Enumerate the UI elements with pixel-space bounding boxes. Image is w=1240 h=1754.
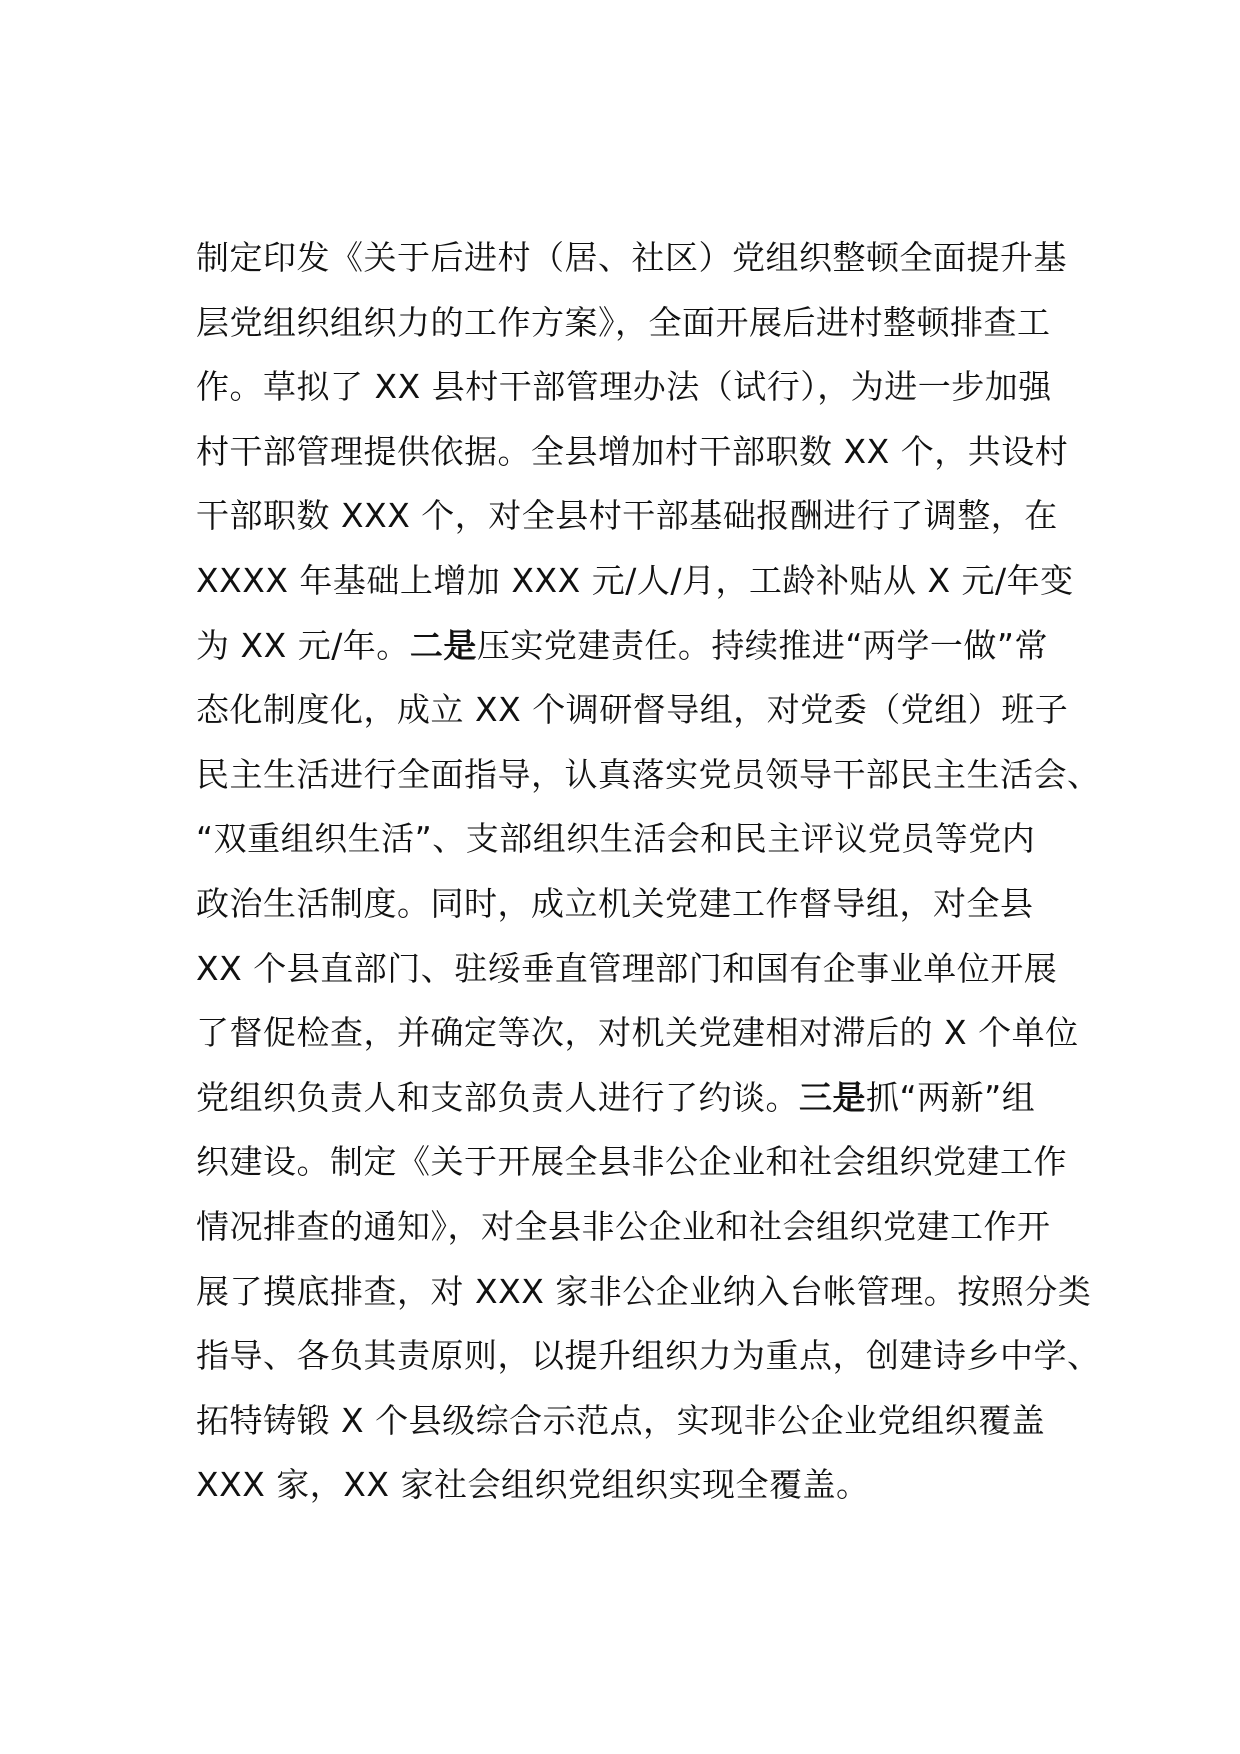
text-line bbox=[196, 1324, 1116, 1389]
text-run: 制定印发《关于后进村（居、社区）党组织整顿全面提升基 bbox=[196, 238, 1067, 277]
text-line bbox=[196, 614, 1116, 679]
text-run: 指导、各负其责原则，以提升组织力为重点，创建诗乡中学、 bbox=[196, 1336, 1101, 1376]
text-line bbox=[196, 807, 1116, 872]
text-line bbox=[196, 872, 1116, 937]
text-run: 层党组织组织力的工作方案》，全面开展后进村整顿排查工 bbox=[196, 302, 1051, 342]
text-run: 干部职数 XXX 个，对全县村干部基础报酬进行了调整，在 bbox=[196, 496, 1058, 536]
text-run: 了督促检查，并确定等次，对机关党建相对滞后的 X 个单位 bbox=[196, 1013, 1079, 1053]
text-line bbox=[196, 1130, 1116, 1195]
text-line bbox=[196, 937, 1116, 1002]
text-line bbox=[196, 549, 1116, 614]
text-line bbox=[196, 226, 1116, 291]
emphasis-label: 三是 bbox=[799, 1077, 866, 1117]
text-run: 态化制度化，成立 XX 个调研督导组，对党委（党组）班子 bbox=[196, 690, 1069, 730]
text-run: 民主生活进行全面指导，认真落实党员领导干部民主生活会、 bbox=[196, 754, 1101, 794]
text-line bbox=[196, 1389, 1116, 1454]
text-line bbox=[196, 743, 1116, 808]
text-line bbox=[196, 484, 1116, 549]
text-run: 展了摸底排查，对 XXX 家非公企业纳入台帐管理。按照分类 bbox=[196, 1271, 1092, 1311]
text-run: XXX 家，XX 家社会组织党组织实现全覆盖。 bbox=[196, 1465, 870, 1505]
text-line bbox=[196, 1001, 1116, 1066]
text-line bbox=[196, 291, 1116, 356]
body-paragraph bbox=[196, 226, 1116, 1518]
text-run: 织建设。制定《关于开展全县非公企业和社会组织党建工作 bbox=[196, 1142, 1067, 1182]
text-line bbox=[196, 1066, 1116, 1131]
text-line bbox=[196, 1195, 1116, 1260]
text-run: 情况排查的通知》，对全县非公企业和社会组织党建工作开 bbox=[196, 1206, 1051, 1246]
text-line bbox=[196, 420, 1116, 485]
text-run: 党组织负责人和支部负责人进行了约谈。 bbox=[196, 1077, 799, 1117]
text-line bbox=[196, 1453, 1116, 1518]
text-run: 压实党建责任。持续推进“两学一做”常 bbox=[476, 625, 1049, 665]
text-run: 政治生活制度。同时，成立机关党建工作督导组，对全县 bbox=[196, 883, 1034, 923]
text-run: 作。草拟了 XX 县村干部管理办法（试行），为进一步加强 bbox=[196, 367, 1052, 407]
text-line bbox=[196, 1260, 1116, 1325]
text-run: 村干部管理提供依据。全县增加村干部职数 XX 个，共设村 bbox=[196, 431, 1069, 471]
text-line bbox=[196, 678, 1116, 743]
text-line bbox=[196, 355, 1116, 420]
emphasis-label: 二是 bbox=[409, 625, 477, 665]
text-run: 为 XX 元/年。 bbox=[196, 625, 410, 665]
text-run: 拓特铸锻 X 个县级综合示范点，实现非公企业党组织覆盖 bbox=[196, 1400, 1046, 1440]
text-run: “双重组织生活”、支部组织生活会和民主评议党员等党内 bbox=[196, 819, 1036, 859]
text-run: XXXX 年基础上增加 XXX 元/人/月，工龄补贴从 X 元/年变 bbox=[196, 560, 1074, 600]
text-run: XX 个县直部门、驻绥垂直管理部门和国有企事业单位开展 bbox=[196, 948, 1058, 988]
text-run: 抓“两新”组 bbox=[866, 1077, 1036, 1117]
